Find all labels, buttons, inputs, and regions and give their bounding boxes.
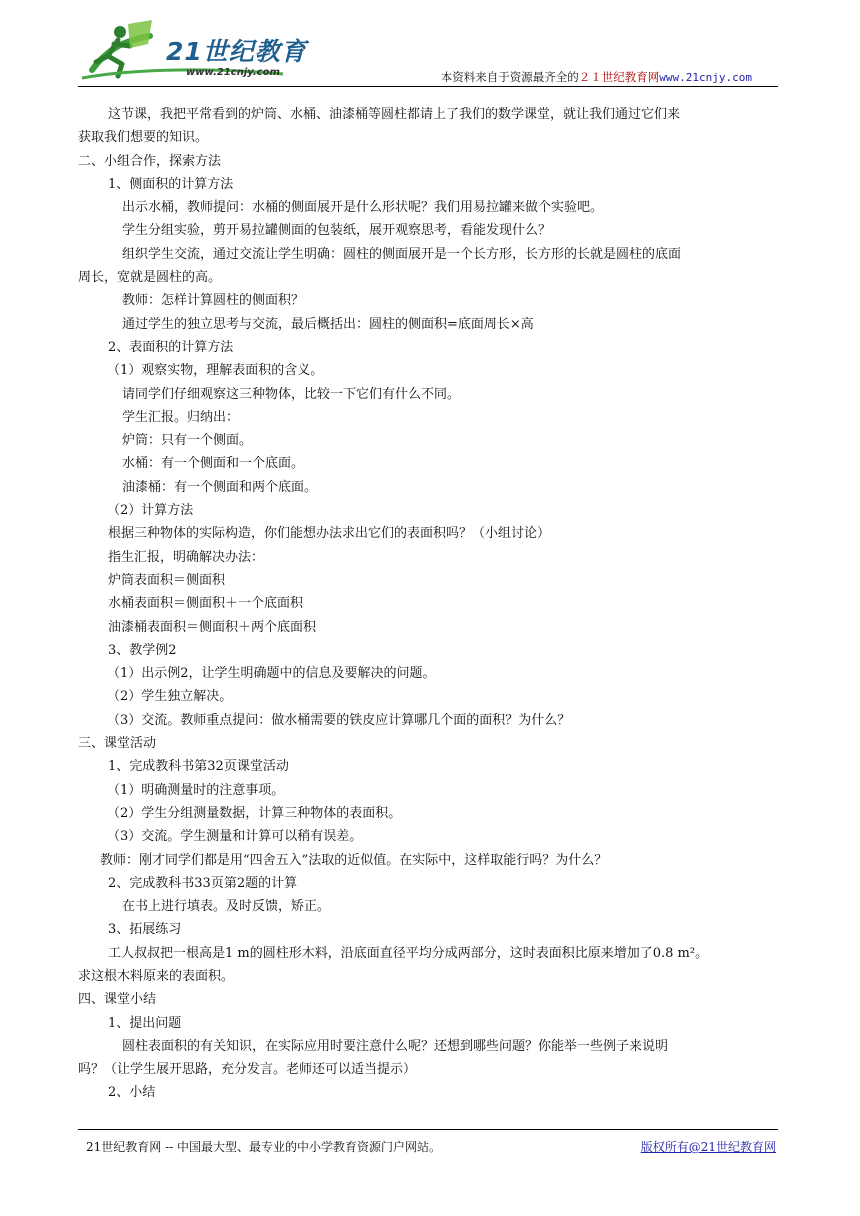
paragraph-line: 指生汇报，明确解决办法： — [108, 549, 265, 565]
copyright-link[interactable]: 版权所有@21世纪教育网 — [640, 1140, 776, 1154]
paragraph-line: 组织学生交流，通过交流让学生明确：圆柱的侧面展开是一个长方形，长方形的长就是圆柱的底面 — [122, 246, 682, 262]
header-divider — [78, 86, 778, 87]
list-item: （2）计算方法 — [107, 503, 194, 519]
paragraph-line: 教师：刚才同学们都是用“四舍五入”法取的近似值。在实际中，这样取能行吗？为什么？ — [100, 852, 608, 868]
paragraph-line: 这节课，我把平常看到的炉筒、水桶、油漆桶等圆柱都请上了我们的数学课堂，就让我们通过它们来 — [108, 107, 681, 122]
section-heading: 二、小组合作，探索方法 — [78, 153, 222, 169]
footer-divider — [78, 1129, 778, 1130]
problem-line: 求这根木料原来的表面积。 — [78, 968, 235, 984]
paragraph-line: 周长，宽就是圆柱的高。 — [78, 270, 222, 286]
subsection-heading: 2、表面积的计算方法 — [108, 339, 234, 355]
page-header — [78, 18, 778, 86]
paragraph-line: 学生分组实验，剪开易拉罐侧面的包装纸，展开观察思考，看能发现什么？ — [122, 223, 552, 239]
paragraph-line: 吗？（让学生展开思路，充分发言。老师还可以适当提示） — [78, 1062, 417, 1078]
paragraph-line: 在书上进行填表。及时反馈，矫正。 — [122, 899, 331, 915]
subsection-heading: 1、完成教科书第32页课堂活动 — [108, 759, 289, 775]
list-item: （1）明确测量时的注意事项。 — [107, 782, 285, 798]
list-item: （2）学生独立解决。 — [107, 689, 233, 705]
paragraph-line: 教师：怎样计算圆柱的侧面积？ — [122, 293, 305, 309]
formula-line: 炉筒表面积＝侧面积 — [108, 572, 226, 588]
list-item: （1）出示例2，让学生明确题中的信息及要解决的问题。 — [107, 666, 436, 682]
paragraph-line: 圆柱表面积的有关知识，在实际应用时要注意什么呢？还想到哪些问题？你能举一些例子来说明 — [122, 1038, 669, 1054]
paragraph-line: 学生汇报。归纳出： — [122, 409, 240, 425]
header-tagline — [441, 69, 752, 85]
paragraph-line: 油漆桶：有一个侧面和两个底面。 — [122, 479, 318, 495]
tagline-highlight: ２１世纪教育网 — [578, 70, 660, 84]
paragraph-line: 获取我们想要的知识。 — [78, 130, 209, 146]
list-item: （2）学生分组测量数据，计算三种物体的表面积。 — [107, 805, 402, 821]
paragraph-line: 出示水桶，教师提问：水桶的侧面展开是什么形状呢？我们用易拉罐来做个实验吧。 — [122, 200, 604, 216]
paragraph-line: 炉筒：只有一个侧面。 — [122, 433, 253, 449]
subsection-heading: 3、拓展练习 — [108, 922, 182, 938]
logo-text: 21世纪教育 — [166, 37, 307, 66]
section-heading: 四、课堂小结 — [78, 992, 157, 1008]
subsection-heading: 1、提出问题 — [108, 1015, 182, 1031]
paragraph-line: 请同学们仔细观察这三种物体，比较一下它们有什么不同。 — [122, 386, 461, 402]
list-item: （3）交流。学生测量和计算可以稍有误差。 — [107, 829, 363, 845]
formula-line: 油漆桶表面积＝侧面积＋两个底面积 — [108, 619, 317, 635]
logo-url: www.21cnjy.com — [186, 67, 280, 78]
subsection-heading: 1、侧面积的计算方法 — [108, 176, 234, 192]
tagline-prefix: 本资料来自于资源最齐全的 — [440, 70, 579, 84]
section-heading: 三、课堂活动 — [78, 736, 157, 752]
tagline-url[interactable]: www.21cnjy.com — [659, 71, 752, 84]
formula-line: 水桶表面积＝侧面积＋一个底面积 — [108, 596, 304, 612]
subsection-heading: 3、教学例2 — [108, 642, 177, 658]
problem-line: 工人叔叔把一根高是1 m的圆柱形木料，沿底面直径平均分成两部分，这时表面积比原来增加了0.8 m²。 — [108, 945, 709, 961]
list-item: （1）观察实物，理解表面积的含义。 — [107, 363, 324, 379]
paragraph-line: 水桶：有一个侧面和一个底面。 — [122, 456, 305, 472]
list-item: （3）交流。教师重点提问：做水桶需要的铁皮应计算哪几个面的面积？为什么？ — [107, 712, 571, 728]
footer-text: 21世纪教育网 -- 中国最大型、最专业的中小学教育资源门户网站。 — [86, 1140, 442, 1154]
document-body — [78, 103, 778, 1105]
paragraph-line: 根据三种物体的实际构造，你们能想办法求出它们的表面积吗？（小组讨论） — [108, 526, 551, 542]
subsection-heading: 2、完成教科书33页第2题的计算 — [108, 875, 298, 891]
paragraph-line: 通过学生的独立思考与交流，最后概括出：圆柱的侧面积=底面周长×高 — [122, 316, 534, 332]
subsection-heading: 2、小结 — [108, 1085, 156, 1101]
site-logo[interactable] — [78, 18, 328, 84]
